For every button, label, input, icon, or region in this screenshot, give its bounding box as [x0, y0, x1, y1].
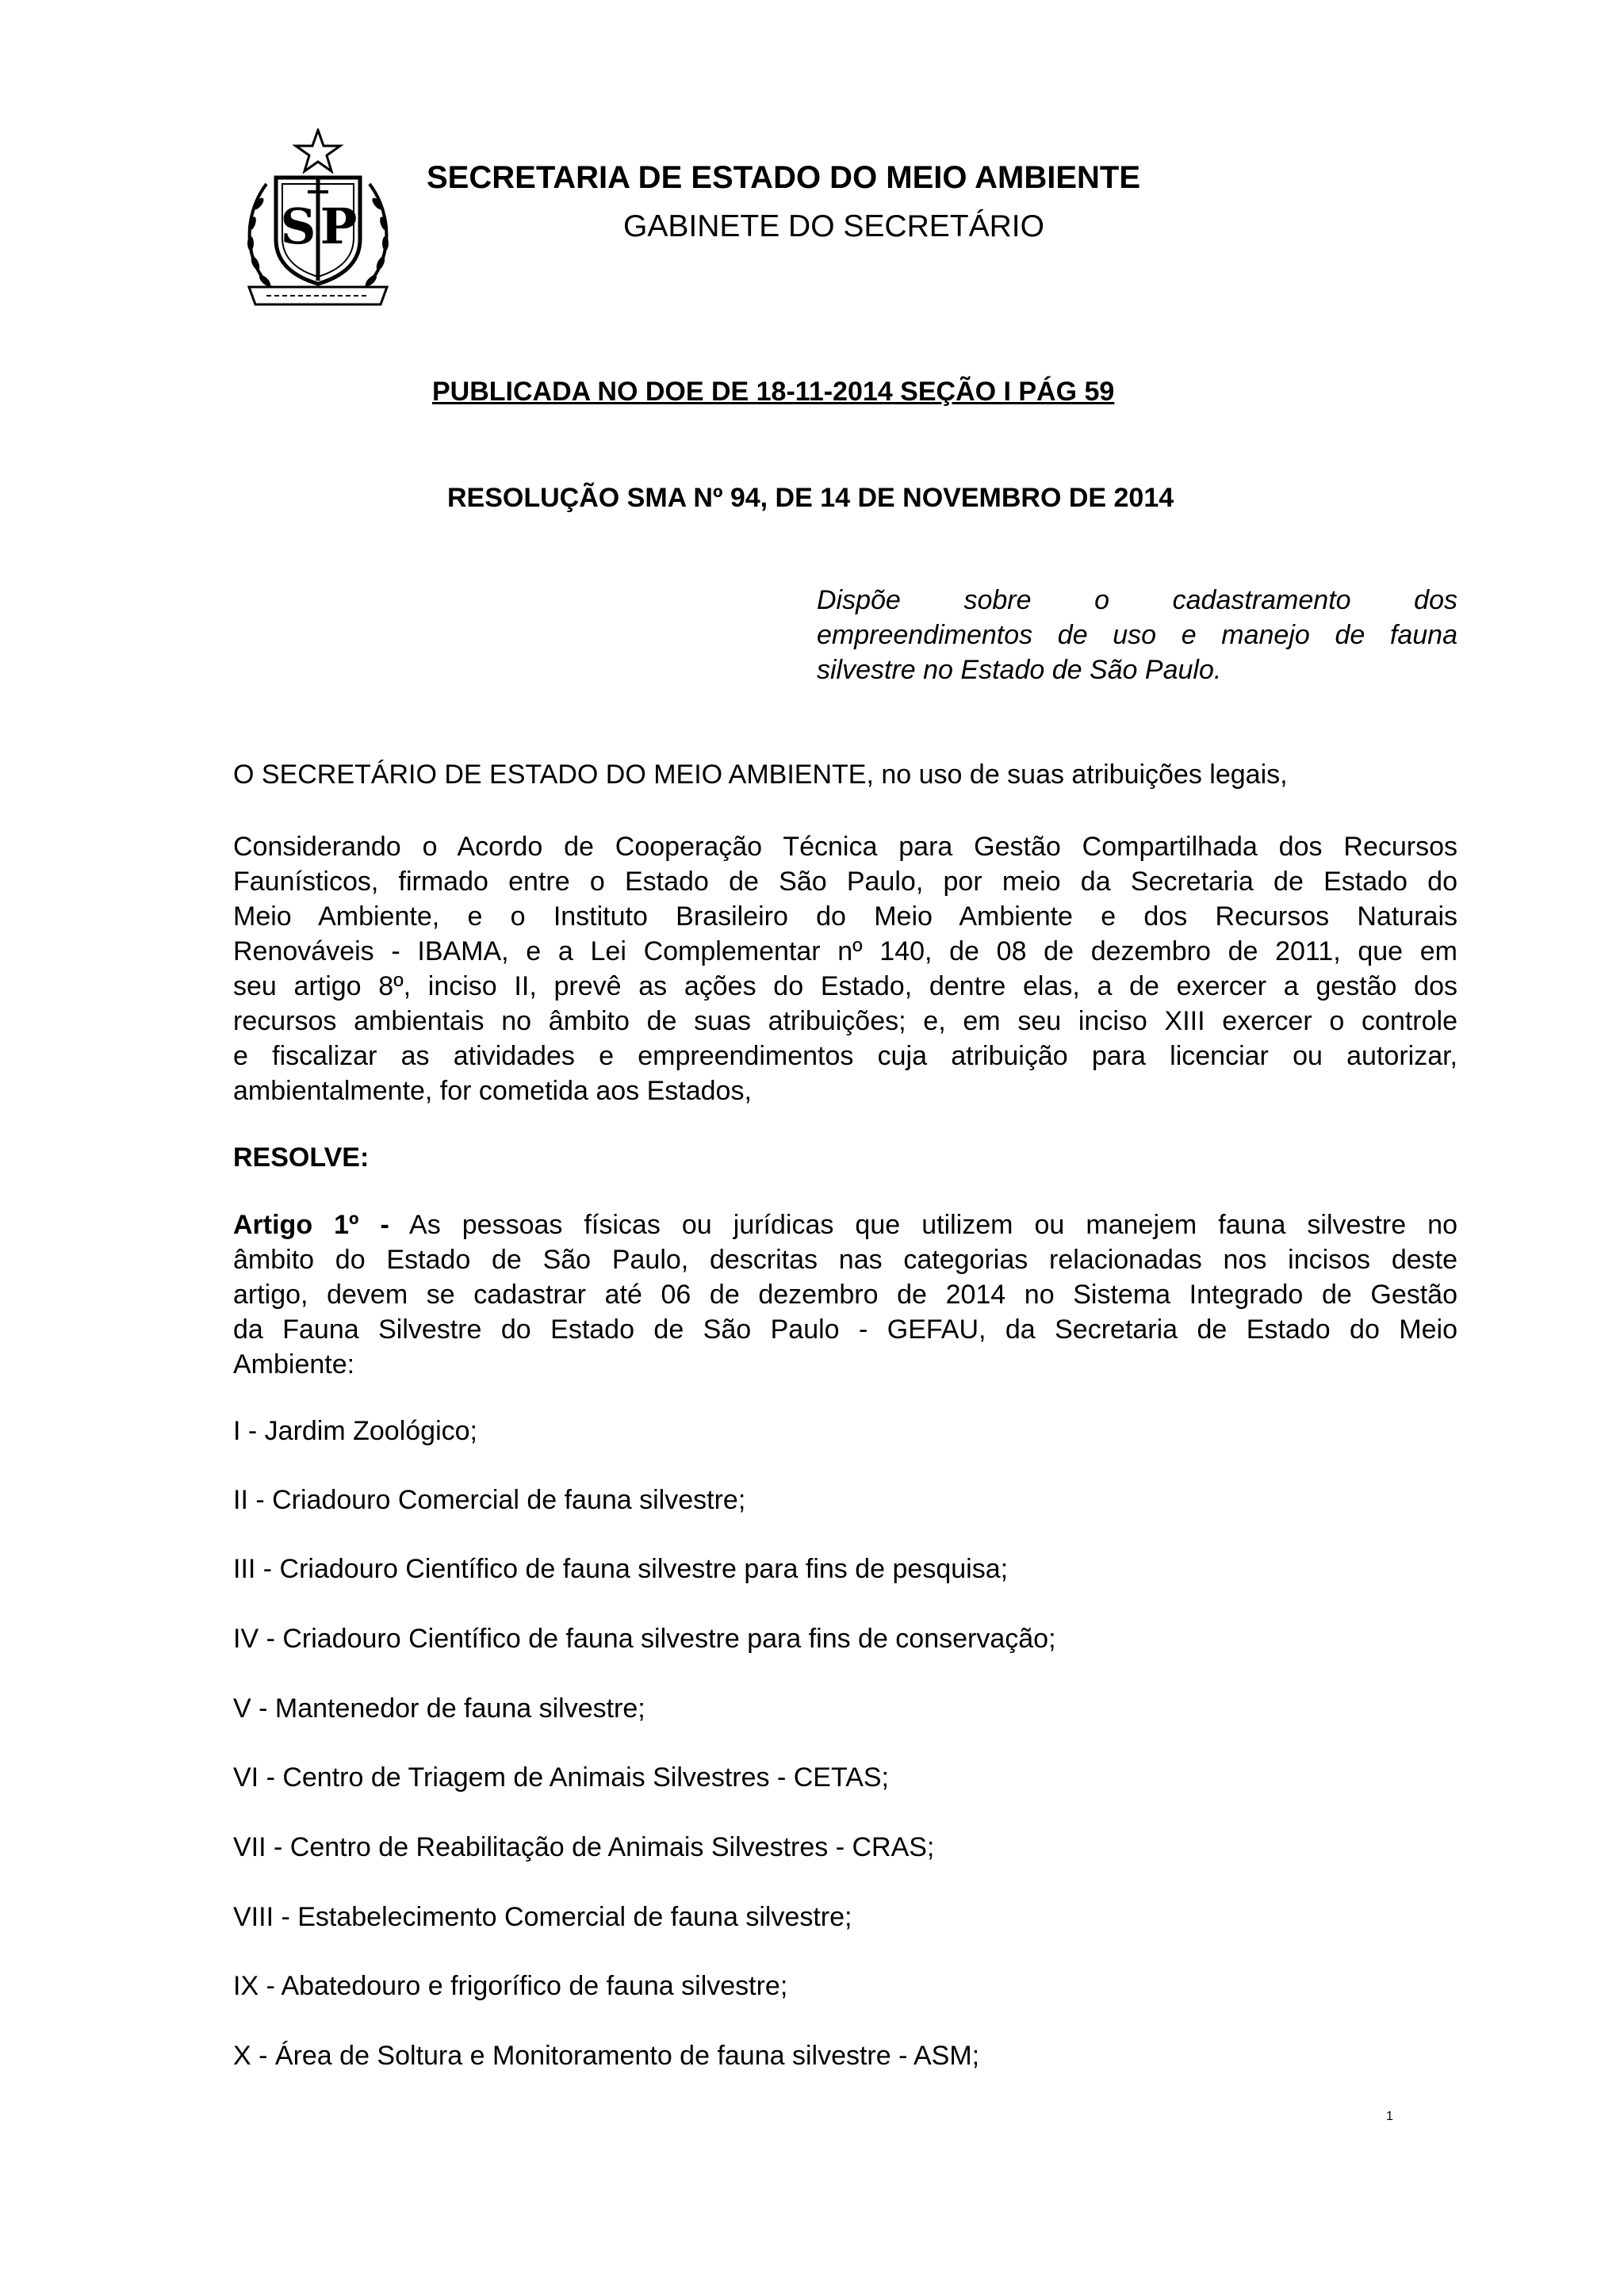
- preamble: O SECRETÁRIO DE ESTADO DO MEIO AMBIENTE, no uso de suas atribuições legais,: [233, 760, 1288, 790]
- inciso-item: IV - Criadouro Científico de fauna silvestre para fins de conservação;: [233, 1624, 1056, 1654]
- ementa: [817, 583, 1457, 687]
- paragraph-line: artigo, devem se cadastrar até 06 de dezembro de 2014 no Sistema Integrado de Gestão: [233, 1280, 1457, 1310]
- svg-text:S: S: [280, 197, 316, 255]
- inciso-item: III - Criadouro Científico de fauna silvestre para fins de pesquisa;: [233, 1554, 1009, 1584]
- inciso-item: VII - Centro de Reabilitação de Animais Silvestres - CRAS;: [233, 1832, 935, 1862]
- paragraph-line: Faunísticos, firmado entre o Estado de São Paulo, por meio da Secretaria de Estado do: [233, 867, 1457, 897]
- resolve-label: RESOLVE:: [233, 1142, 370, 1173]
- article-1-paragraph: [233, 1207, 1457, 1382]
- paragraph-line: seu artigo 8º, inciso II, prevê as ações do Estado, dentre elas, a de exercer a gestão dos: [233, 971, 1457, 1001]
- inciso-item: VIII - Estabelecimento Comercial de fauna silvestre;: [233, 1902, 852, 1932]
- paragraph-line: e fiscalizar as atividades e empreendimentos cuja atribuição para licenciar ou autorizar,: [233, 1041, 1457, 1071]
- considering-paragraph: [233, 829, 1457, 1108]
- paragraph-line: recursos ambientais no âmbito de suas atribuições; e, em seu inciso XIII exercer o controle: [233, 1006, 1457, 1036]
- inciso-item: VI - Centro de Triagem de Animais Silvestres - CETAS;: [233, 1762, 889, 1793]
- paragraph-line: ambientalmente, for cometida aos Estados,: [233, 1076, 752, 1106]
- paragraph-line: Meio Ambiente, e o Instituto Brasileiro do Meio Ambiente e dos Recursos Naturais: [233, 901, 1457, 932]
- ementa-line: Dispõe sobre o cadastramento dos: [817, 585, 1457, 615]
- header-title: SECRETARIA DE ESTADO DO MEIO AMBIENTE: [427, 160, 1141, 195]
- article-1-first-line: As pessoas físicas ou jurídicas que utilizem ou manejem fauna silvestre no: [389, 1210, 1457, 1240]
- publication-note: PUBLICADA NO DOE DE 18-11-2014 SEÇÃO I PÁG 59: [432, 377, 1115, 407]
- resolution-title: RESOLUÇÃO SMA Nº 94, DE 14 DE NOVEMBRO DE 2014: [447, 483, 1174, 513]
- inciso-item: V - Mantenedor de fauna silvestre;: [233, 1693, 645, 1724]
- header-subtitle: GABINETE DO SECRETÁRIO: [623, 209, 1044, 243]
- paragraph-line: Considerando o Acordo de Cooperação Técnica para Gestão Compartilhada dos Recursos: [233, 832, 1457, 862]
- paragraph-line: da Fauna Silvestre do Estado de São Paulo - GEFAU, da Secretaria de Estado do Meio: [233, 1314, 1457, 1345]
- inciso-item: II - Criadouro Comercial de fauna silvestre;: [233, 1485, 746, 1515]
- inciso-item: IX - Abatedouro e frigorífico de fauna silvestre;: [233, 1971, 788, 2001]
- inciso-item: X - Área de Soltura e Monitoramento de fauna silvestre - ASM;: [233, 2041, 980, 2071]
- svg-text:P: P: [320, 197, 358, 255]
- paragraph-line: âmbito do Estado de São Paulo, descritas nas categorias relacionadas nos incisos deste: [233, 1245, 1457, 1275]
- sp-coat-of-arms-seal: [235, 128, 401, 311]
- paragraph-line: [233, 1207, 1457, 1242]
- paragraph-line: Renováveis - IBAMA, e a Lei Complementar nº 140, de 08 de dezembro de 2011, que em: [233, 936, 1457, 966]
- ementa-line: empreendimentos de uso e manejo de fauna: [817, 620, 1457, 650]
- page-number: 1: [1386, 2110, 1393, 2123]
- inciso-item: I - Jardim Zoológico;: [233, 1416, 477, 1446]
- ementa-line: silvestre no Estado de São Paulo.: [817, 655, 1222, 685]
- article-1-label: Artigo 1º -: [233, 1210, 389, 1240]
- paragraph-line: Ambiente:: [233, 1349, 355, 1380]
